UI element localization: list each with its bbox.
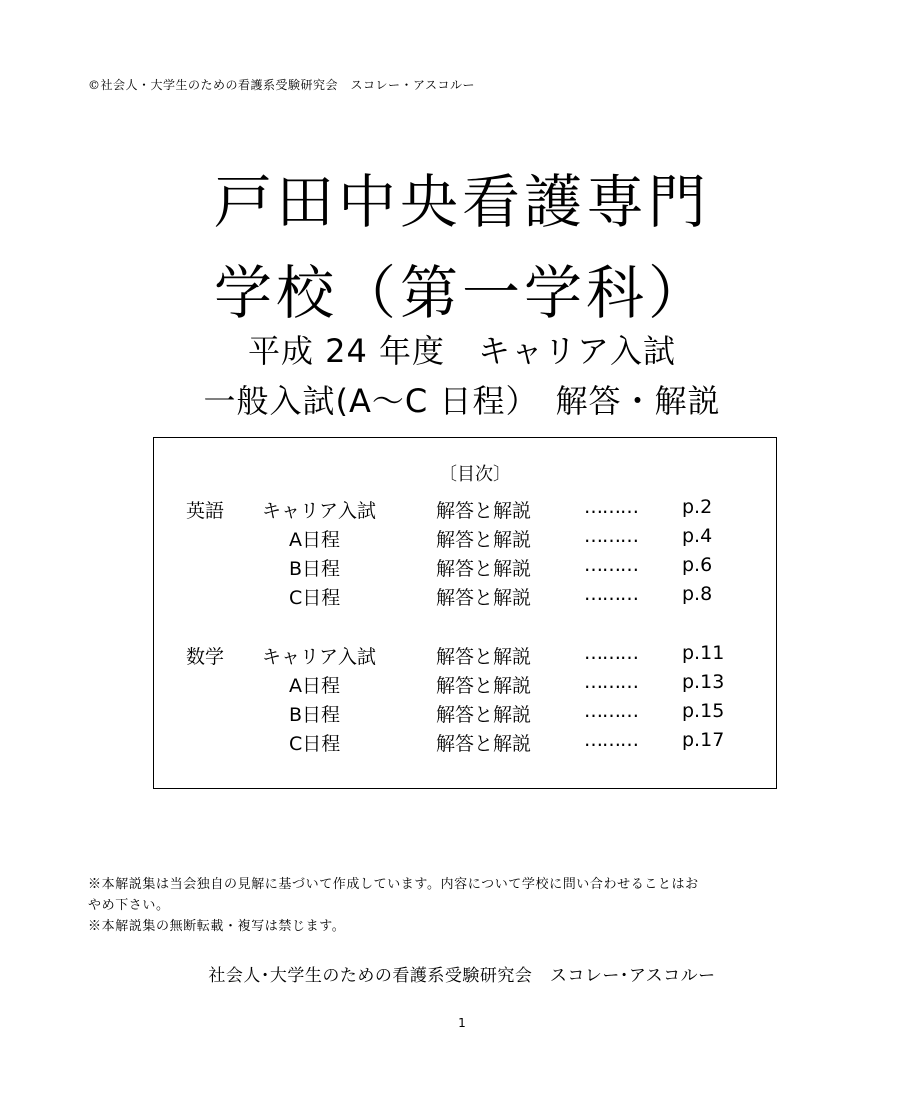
toc-exam: C日程 [289, 733, 341, 755]
toc-exam: キャリア入試 [262, 500, 377, 522]
footer-organization: 社会人･大学生のための看護系受験研究会 スコレー･アスコルー [208, 966, 716, 986]
toc-row [154, 671, 776, 699]
document-title-line-2: 学校（第一学科） [213, 259, 710, 327]
toc-leader-dots: ……… [584, 583, 638, 605]
toc-row [154, 525, 776, 553]
toc-page: p.8 [682, 583, 713, 605]
toc-page: p.2 [682, 496, 713, 518]
toc-row [154, 496, 776, 524]
toc-page: p.15 [682, 700, 725, 722]
document-subtitle-2: 一般入試(A～C 日程） 解答・解説 [203, 382, 721, 420]
toc-subject: 数学 [186, 646, 225, 668]
toc-leader-dots: ……… [584, 671, 638, 693]
toc-heading: 〔目次〕 [439, 464, 511, 485]
toc-type: 解答と解説 [436, 529, 532, 551]
toc-type: 解答と解説 [436, 646, 532, 668]
toc-exam: A日程 [289, 675, 340, 697]
disclaimer-note-line-1: ※本解説集は当会独自の見解に基づいて作成しています。内容について学校に問い合わせることはお [88, 877, 699, 892]
toc-leader-dots: ……… [584, 729, 638, 751]
toc-leader-dots: ……… [584, 496, 638, 518]
toc-exam: C日程 [289, 587, 341, 609]
toc-exam: B日程 [289, 704, 341, 726]
toc-leader-dots: ……… [584, 525, 638, 547]
toc-page: p.6 [682, 554, 713, 576]
toc-row [154, 700, 776, 728]
toc-type: 解答と解説 [436, 675, 532, 697]
toc-row [154, 729, 776, 757]
toc-leader-dots: ……… [584, 642, 638, 664]
toc-subject: 英語 [186, 500, 225, 522]
toc-type: 解答と解説 [436, 500, 532, 522]
toc-type: 解答と解説 [436, 733, 532, 755]
toc-row [154, 583, 776, 611]
toc-exam: A日程 [289, 529, 340, 551]
toc-leader-dots: ……… [584, 554, 638, 576]
document-subtitle-1: 平成 24 年度 キャリア入試 [247, 332, 677, 370]
toc-type: 解答と解説 [436, 587, 532, 609]
disclaimer-note-line-2: やめ下さい。 [88, 898, 170, 913]
copyright-note: ※本解説集の無断転載・複写は禁じます。 [88, 919, 346, 934]
toc-page: p.17 [682, 729, 725, 751]
header-copyright: ©社会人・大学生のための看護系受験研究会 スコレー・アスコルー [88, 78, 476, 92]
toc-type: 解答と解説 [436, 558, 532, 580]
toc-row [154, 554, 776, 582]
toc-page: p.4 [682, 525, 713, 547]
toc-exam: B日程 [289, 558, 341, 580]
document-title-line-1: 戸田中央看護専門 [213, 168, 710, 236]
toc-exam: キャリア入試 [262, 646, 377, 668]
toc-type: 解答と解説 [436, 704, 532, 726]
page-number: 1 [458, 1016, 466, 1030]
toc-page: p.11 [682, 642, 725, 664]
table-of-contents [153, 437, 777, 789]
toc-page: p.13 [682, 671, 725, 693]
toc-row [154, 642, 776, 670]
toc-leader-dots: ……… [584, 700, 638, 722]
